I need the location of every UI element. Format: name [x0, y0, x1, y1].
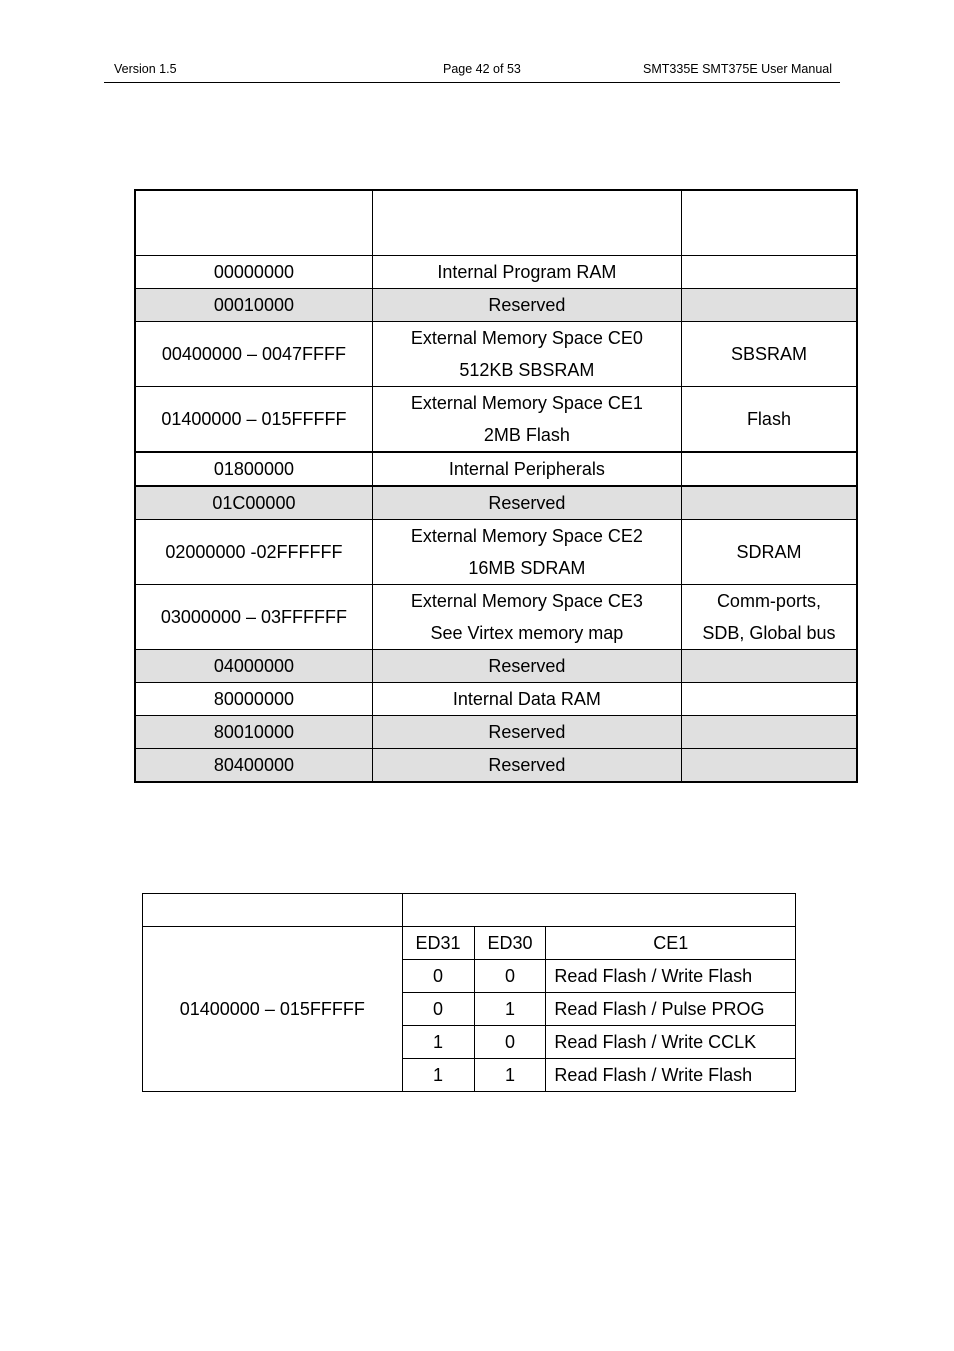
type-line: Comm-ports,: [716, 591, 821, 611]
address-cell: 03000000 – 03FFFFFF: [135, 585, 372, 650]
table-row: [135, 716, 857, 749]
description-cell: Internal Program RAM: [372, 256, 681, 289]
address-cell: 04000000: [135, 650, 372, 683]
header-cell: [135, 190, 372, 256]
address-cell: 00400000 – 0047FFFF: [135, 322, 372, 387]
ed30-cell: 1: [474, 1059, 546, 1092]
ce1-cell: Read Flash / Write Flash: [546, 960, 796, 993]
page-number: Page 42 of 53: [443, 62, 521, 76]
ed31-cell: 1: [402, 1026, 474, 1059]
header-cell: [372, 190, 681, 256]
address-cell: 80000000: [135, 683, 372, 716]
ed30-cell: 1: [474, 993, 546, 1026]
flash-control-table: [142, 893, 796, 1092]
description-line: External Memory Space CE3: [410, 591, 643, 611]
description-line: 2MB Flash: [483, 425, 570, 445]
type-cell: [681, 256, 857, 289]
table-row: [135, 585, 857, 650]
header-cell: [681, 190, 857, 256]
version-label: Version 1.5: [114, 62, 177, 76]
type-line: SDB, Global bus: [702, 623, 836, 643]
description-cell: Internal Data RAM: [372, 683, 681, 716]
description-cell: Reserved: [372, 650, 681, 683]
description-line: See Virtex memory map: [430, 623, 624, 643]
type-cell: SBSRAM: [681, 322, 857, 387]
type-cell: SDRAM: [681, 520, 857, 585]
type-cell: Flash: [681, 387, 857, 453]
type-cell: [681, 650, 857, 683]
type-cell: [681, 585, 857, 650]
page-header: [104, 60, 840, 83]
description-line: External Memory Space CE0: [410, 328, 643, 348]
address-cell: 00010000: [135, 289, 372, 322]
description-cell: Reserved: [372, 289, 681, 322]
header-cell: [143, 894, 403, 927]
ed30-cell: 0: [474, 960, 546, 993]
address-cell: 00000000: [135, 256, 372, 289]
ce1-cell: Read Flash / Write Flash: [546, 1059, 796, 1092]
table-header-row: [143, 894, 796, 927]
description-cell: Reserved: [372, 716, 681, 749]
address-cell: 02000000 -02FFFFFF: [135, 520, 372, 585]
type-cell: [681, 289, 857, 322]
type-cell: [681, 683, 857, 716]
table-row: [135, 387, 857, 453]
memory-map-table: [134, 189, 858, 783]
ed31-cell: 0: [402, 960, 474, 993]
table-row: [135, 322, 857, 387]
address-cell: 01800000: [135, 452, 372, 486]
description-cell: [372, 322, 681, 387]
table-row: [135, 256, 857, 289]
description-cell: [372, 387, 681, 453]
description-cell: [372, 520, 681, 585]
header-cell: [402, 894, 795, 927]
type-cell: [681, 749, 857, 783]
type-cell: [681, 452, 857, 486]
ce1-cell: Read Flash / Write CCLK: [546, 1026, 796, 1059]
description-cell: [372, 585, 681, 650]
description-cell: Reserved: [372, 749, 681, 783]
ed31-cell: 0: [402, 993, 474, 1026]
table-row: [135, 452, 857, 486]
type-cell: [681, 486, 857, 520]
column-header: CE1: [546, 927, 796, 960]
document-title: SMT335E SMT375E User Manual: [643, 62, 832, 76]
description-line: External Memory Space CE2: [410, 526, 643, 546]
description-line: External Memory Space CE1: [410, 393, 643, 413]
description-cell: Reserved: [372, 486, 681, 520]
address-cell: 01400000 – 015FFFFF: [135, 387, 372, 453]
address-cell: 80400000: [135, 749, 372, 783]
table-header-row: [135, 190, 857, 256]
type-cell: [681, 716, 857, 749]
description-cell: Internal Peripherals: [372, 452, 681, 486]
address-cell: 01400000 – 015FFFFF: [143, 927, 403, 1092]
table-row: [135, 289, 857, 322]
column-header: ED31: [402, 927, 474, 960]
ed31-cell: 1: [402, 1059, 474, 1092]
ce1-cell: Read Flash / Pulse PROG: [546, 993, 796, 1026]
address-cell: 80010000: [135, 716, 372, 749]
address-cell: 01C00000: [135, 486, 372, 520]
table-row: [135, 520, 857, 585]
description-line: 512KB SBSRAM: [459, 360, 595, 380]
column-header: ED30: [474, 927, 546, 960]
table-row: [135, 683, 857, 716]
table-row: [135, 650, 857, 683]
table-row: [135, 749, 857, 783]
table-row: [135, 486, 857, 520]
ed30-cell: 0: [474, 1026, 546, 1059]
table-row: [143, 927, 796, 960]
description-line: 16MB SDRAM: [468, 558, 586, 578]
